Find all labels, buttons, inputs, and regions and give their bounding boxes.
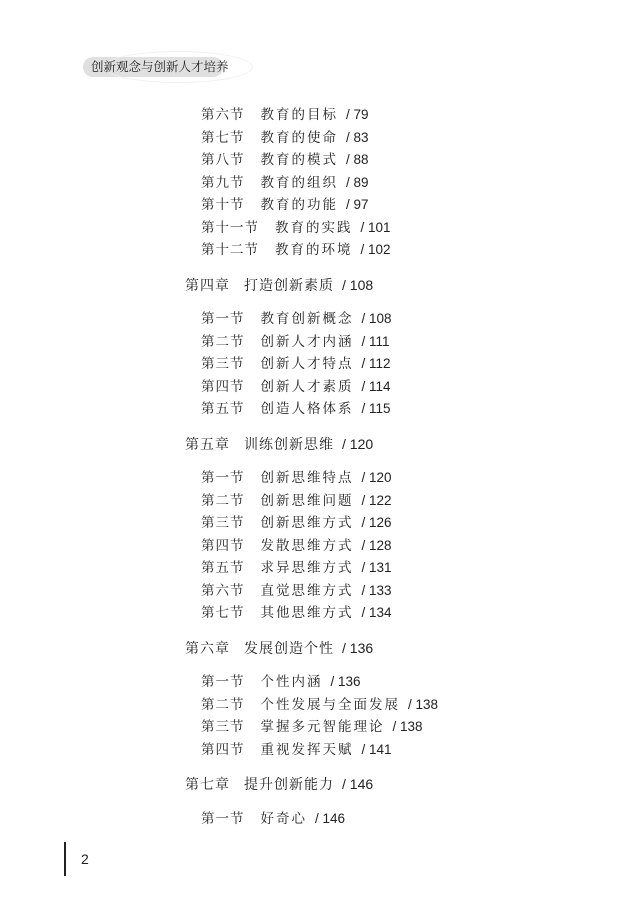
- section-number: 第六节: [201, 107, 245, 123]
- page-reference: / 134: [361, 605, 392, 620]
- section-title: 个性内涵: [260, 674, 323, 690]
- section-number: 第二节: [201, 333, 245, 350]
- page-reference: / 146: [342, 776, 374, 792]
- page-reference: / 108: [342, 276, 374, 293]
- section-number: 第一节: [201, 470, 245, 486]
- section-title: 创新思维方式: [260, 515, 354, 531]
- page-reference: / 120: [361, 470, 392, 485]
- toc-section-entry[interactable]: [201, 492, 392, 510]
- toc-section-entry[interactable]: [201, 810, 345, 828]
- page-reference: / 146: [315, 810, 346, 826]
- page-reference: / 88: [346, 152, 369, 167]
- page-reference: / 122: [361, 492, 392, 508]
- section-title: 教育的目标: [260, 107, 338, 123]
- section-title: 求异思维方式: [260, 560, 354, 576]
- section-title: 个性发展与全面发展: [260, 696, 400, 713]
- toc-section-entry[interactable]: [201, 310, 392, 328]
- section-title: 发散思维方式: [260, 537, 354, 554]
- page-number: 2: [81, 851, 89, 867]
- page-reference: / 83: [346, 129, 369, 145]
- section-title: 创造人格体系: [260, 401, 354, 417]
- chapter-title: 发展创造个性: [244, 640, 334, 657]
- section-number: 第九节: [201, 174, 245, 191]
- section-number: 第七节: [201, 605, 245, 621]
- section-title: 创新人才素质: [260, 378, 354, 395]
- toc-section-entry[interactable]: [201, 333, 390, 351]
- section-number: 第五节: [201, 560, 245, 576]
- section-title: 创新人才内涵: [260, 333, 354, 350]
- chapter-number: 第六章: [185, 640, 230, 657]
- toc-section-entry[interactable]: [201, 741, 392, 759]
- section-number: 第六节: [201, 582, 245, 599]
- section-number: 第四节: [201, 537, 245, 554]
- page-reference: / 120: [342, 435, 374, 452]
- section-number: 第一节: [201, 674, 245, 690]
- page-reference: / 114: [361, 378, 391, 394]
- chapter-number: 第五章: [185, 436, 230, 453]
- page-reference: / 97: [346, 197, 369, 212]
- section-number: 第四节: [201, 741, 245, 758]
- page-reference: / 112: [361, 356, 391, 371]
- section-title: 重视发挥天赋: [260, 741, 354, 758]
- toc-section-entry[interactable]: [201, 241, 391, 259]
- toc-section-entry[interactable]: [201, 219, 391, 237]
- toc-section-entry[interactable]: [201, 673, 361, 691]
- toc-chapter-entry[interactable]: [185, 276, 373, 295]
- toc-chapter-entry[interactable]: [185, 435, 373, 454]
- section-number: 第一节: [201, 810, 245, 827]
- page-reference: / 102: [360, 242, 391, 257]
- toc-section-entry[interactable]: [201, 106, 369, 124]
- section-number: 第二节: [201, 696, 245, 713]
- page-reference: / 131: [361, 560, 392, 575]
- page-reference: / 126: [361, 515, 392, 530]
- section-title: 创新思维问题: [260, 492, 354, 509]
- section-number: 第十二节: [201, 242, 259, 258]
- section-number: 第八节: [201, 152, 245, 168]
- section-number: 第十一节: [201, 219, 259, 236]
- section-title: 直觉思维方式: [260, 582, 354, 599]
- toc-section-entry[interactable]: [201, 378, 391, 396]
- page-reference: / 101: [360, 219, 391, 235]
- page-reference: / 141: [361, 741, 392, 757]
- page-reference: / 111: [361, 333, 390, 349]
- section-number: 第十节: [201, 197, 245, 213]
- chapter-title: 训练创新思维: [244, 436, 334, 453]
- section-number: 第五节: [201, 401, 245, 417]
- footer-rule: [64, 842, 66, 876]
- section-number: 第二节: [201, 492, 245, 509]
- section-number: 第七节: [201, 129, 245, 146]
- toc-section-entry[interactable]: [201, 129, 369, 147]
- book-title: 创新观念与创新人才培养: [91, 59, 229, 74]
- toc-section-entry[interactable]: [201, 696, 438, 714]
- toc-section-entry[interactable]: [201, 537, 392, 555]
- section-title: 好奇心: [260, 810, 307, 827]
- section-title: 教育的功能: [260, 197, 338, 213]
- toc-chapter-entry[interactable]: [185, 639, 373, 658]
- toc-section-entry[interactable]: [201, 718, 423, 736]
- section-number: 第三节: [201, 356, 245, 372]
- page-reference: / 128: [361, 537, 392, 553]
- toc-section-entry[interactable]: [201, 559, 392, 577]
- section-title: 掌握多元智能理论: [260, 719, 385, 735]
- section-number: 第一节: [201, 311, 245, 327]
- page-reference: / 89: [346, 174, 369, 190]
- toc-section-entry[interactable]: [201, 196, 369, 214]
- toc-section-entry[interactable]: [201, 582, 392, 600]
- page-reference: / 79: [346, 107, 369, 122]
- section-title: 教育的模式: [260, 152, 338, 168]
- toc-section-entry[interactable]: [201, 514, 392, 532]
- section-title: 教育创新概念: [260, 311, 354, 327]
- page-reference: / 133: [361, 582, 392, 598]
- section-title: 教育的组织: [260, 174, 338, 191]
- page-reference: / 136: [342, 639, 374, 656]
- chapter-number: 第四章: [185, 277, 230, 294]
- section-title: 其他思维方式: [260, 605, 354, 621]
- chapter-title: 打造创新素质: [244, 277, 334, 294]
- toc-section-entry[interactable]: [201, 355, 391, 373]
- section-title: 创新思维特点: [260, 470, 354, 486]
- page-reference: / 108: [361, 311, 392, 326]
- section-title: 创新人才特点: [260, 356, 354, 372]
- section-title: 教育的环境: [275, 242, 353, 258]
- section-number: 第三节: [201, 515, 245, 531]
- page-reference: / 115: [361, 401, 391, 416]
- chapter-title: 提升创新能力: [244, 777, 334, 793]
- section-title: 教育的使命: [260, 129, 338, 146]
- toc-section-entry[interactable]: [201, 604, 392, 622]
- section-title: 教育的实践: [275, 219, 353, 236]
- page-reference: / 136: [330, 674, 361, 689]
- page-reference: / 138: [408, 696, 439, 712]
- toc-section-entry[interactable]: [201, 151, 369, 169]
- toc-chapter-entry[interactable]: [185, 775, 373, 794]
- page-reference: / 138: [392, 719, 423, 734]
- chapter-number: 第七章: [185, 777, 230, 793]
- section-number: 第四节: [201, 378, 245, 395]
- toc-section-entry[interactable]: [201, 469, 392, 487]
- section-number: 第三节: [201, 719, 245, 735]
- toc-section-entry[interactable]: [201, 174, 369, 192]
- toc-section-entry[interactable]: [201, 400, 391, 418]
